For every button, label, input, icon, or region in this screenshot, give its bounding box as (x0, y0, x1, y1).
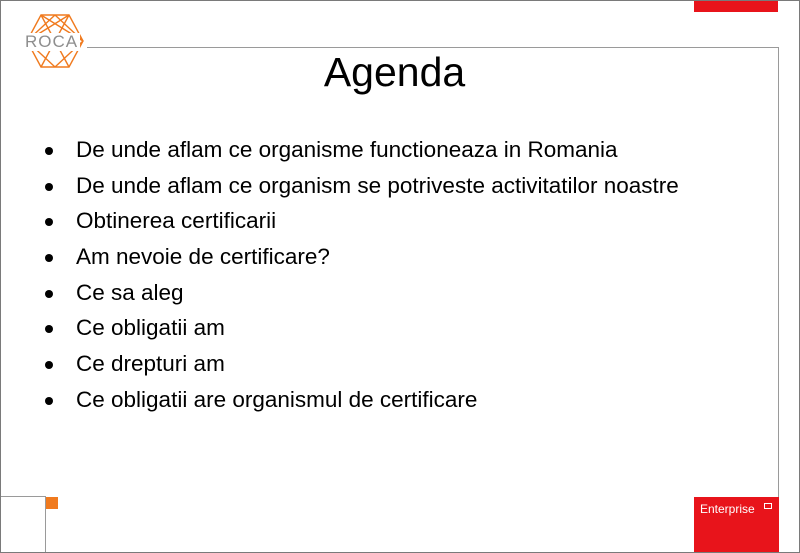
enterprise-label: Enterprise (700, 502, 755, 516)
list-item-text: De unde aflam ce organism se potriveste activitatilor noastre (76, 172, 679, 198)
slide-title: Agenda (323, 49, 466, 95)
bullet-dot (45, 183, 53, 191)
list-item-text: Ce obligatii are organismul de certificare (76, 386, 478, 412)
list-item (45, 240, 679, 276)
enterprise-mark-icon (764, 503, 772, 509)
list-item-text: Obtinerea certificarii (76, 208, 277, 234)
orange-square-accent (46, 497, 58, 509)
list-item (45, 347, 679, 383)
list-item (45, 204, 679, 240)
list-item-text: De unde aflam ce organisme functioneaza in Romania (76, 137, 618, 162)
logo-text: ROCA (25, 32, 79, 51)
list-item-text: Am nevoie de certificare? (76, 244, 330, 270)
bullet-dot (45, 290, 53, 298)
bullet-dot (45, 397, 53, 405)
list-item (45, 276, 679, 312)
list-item-text: Ce sa aleg (76, 279, 184, 305)
list-item (45, 133, 679, 169)
list-item (45, 383, 679, 419)
bullet-dot (45, 254, 53, 262)
bullet-dot (45, 147, 53, 155)
list-item (45, 311, 679, 347)
list-item-text: Ce obligatii am (76, 315, 225, 341)
top-red-bar (694, 1, 778, 12)
frame-bottom-line (1, 496, 45, 497)
bullet-dot (45, 361, 53, 369)
agenda-list (45, 133, 679, 419)
list-item (45, 169, 679, 205)
enterprise-badge (694, 497, 779, 552)
bullet-dot (45, 218, 53, 226)
frame-right-line (778, 47, 779, 497)
bullet-dot (45, 325, 53, 333)
list-item-text: Ce drepturi am (76, 351, 225, 377)
